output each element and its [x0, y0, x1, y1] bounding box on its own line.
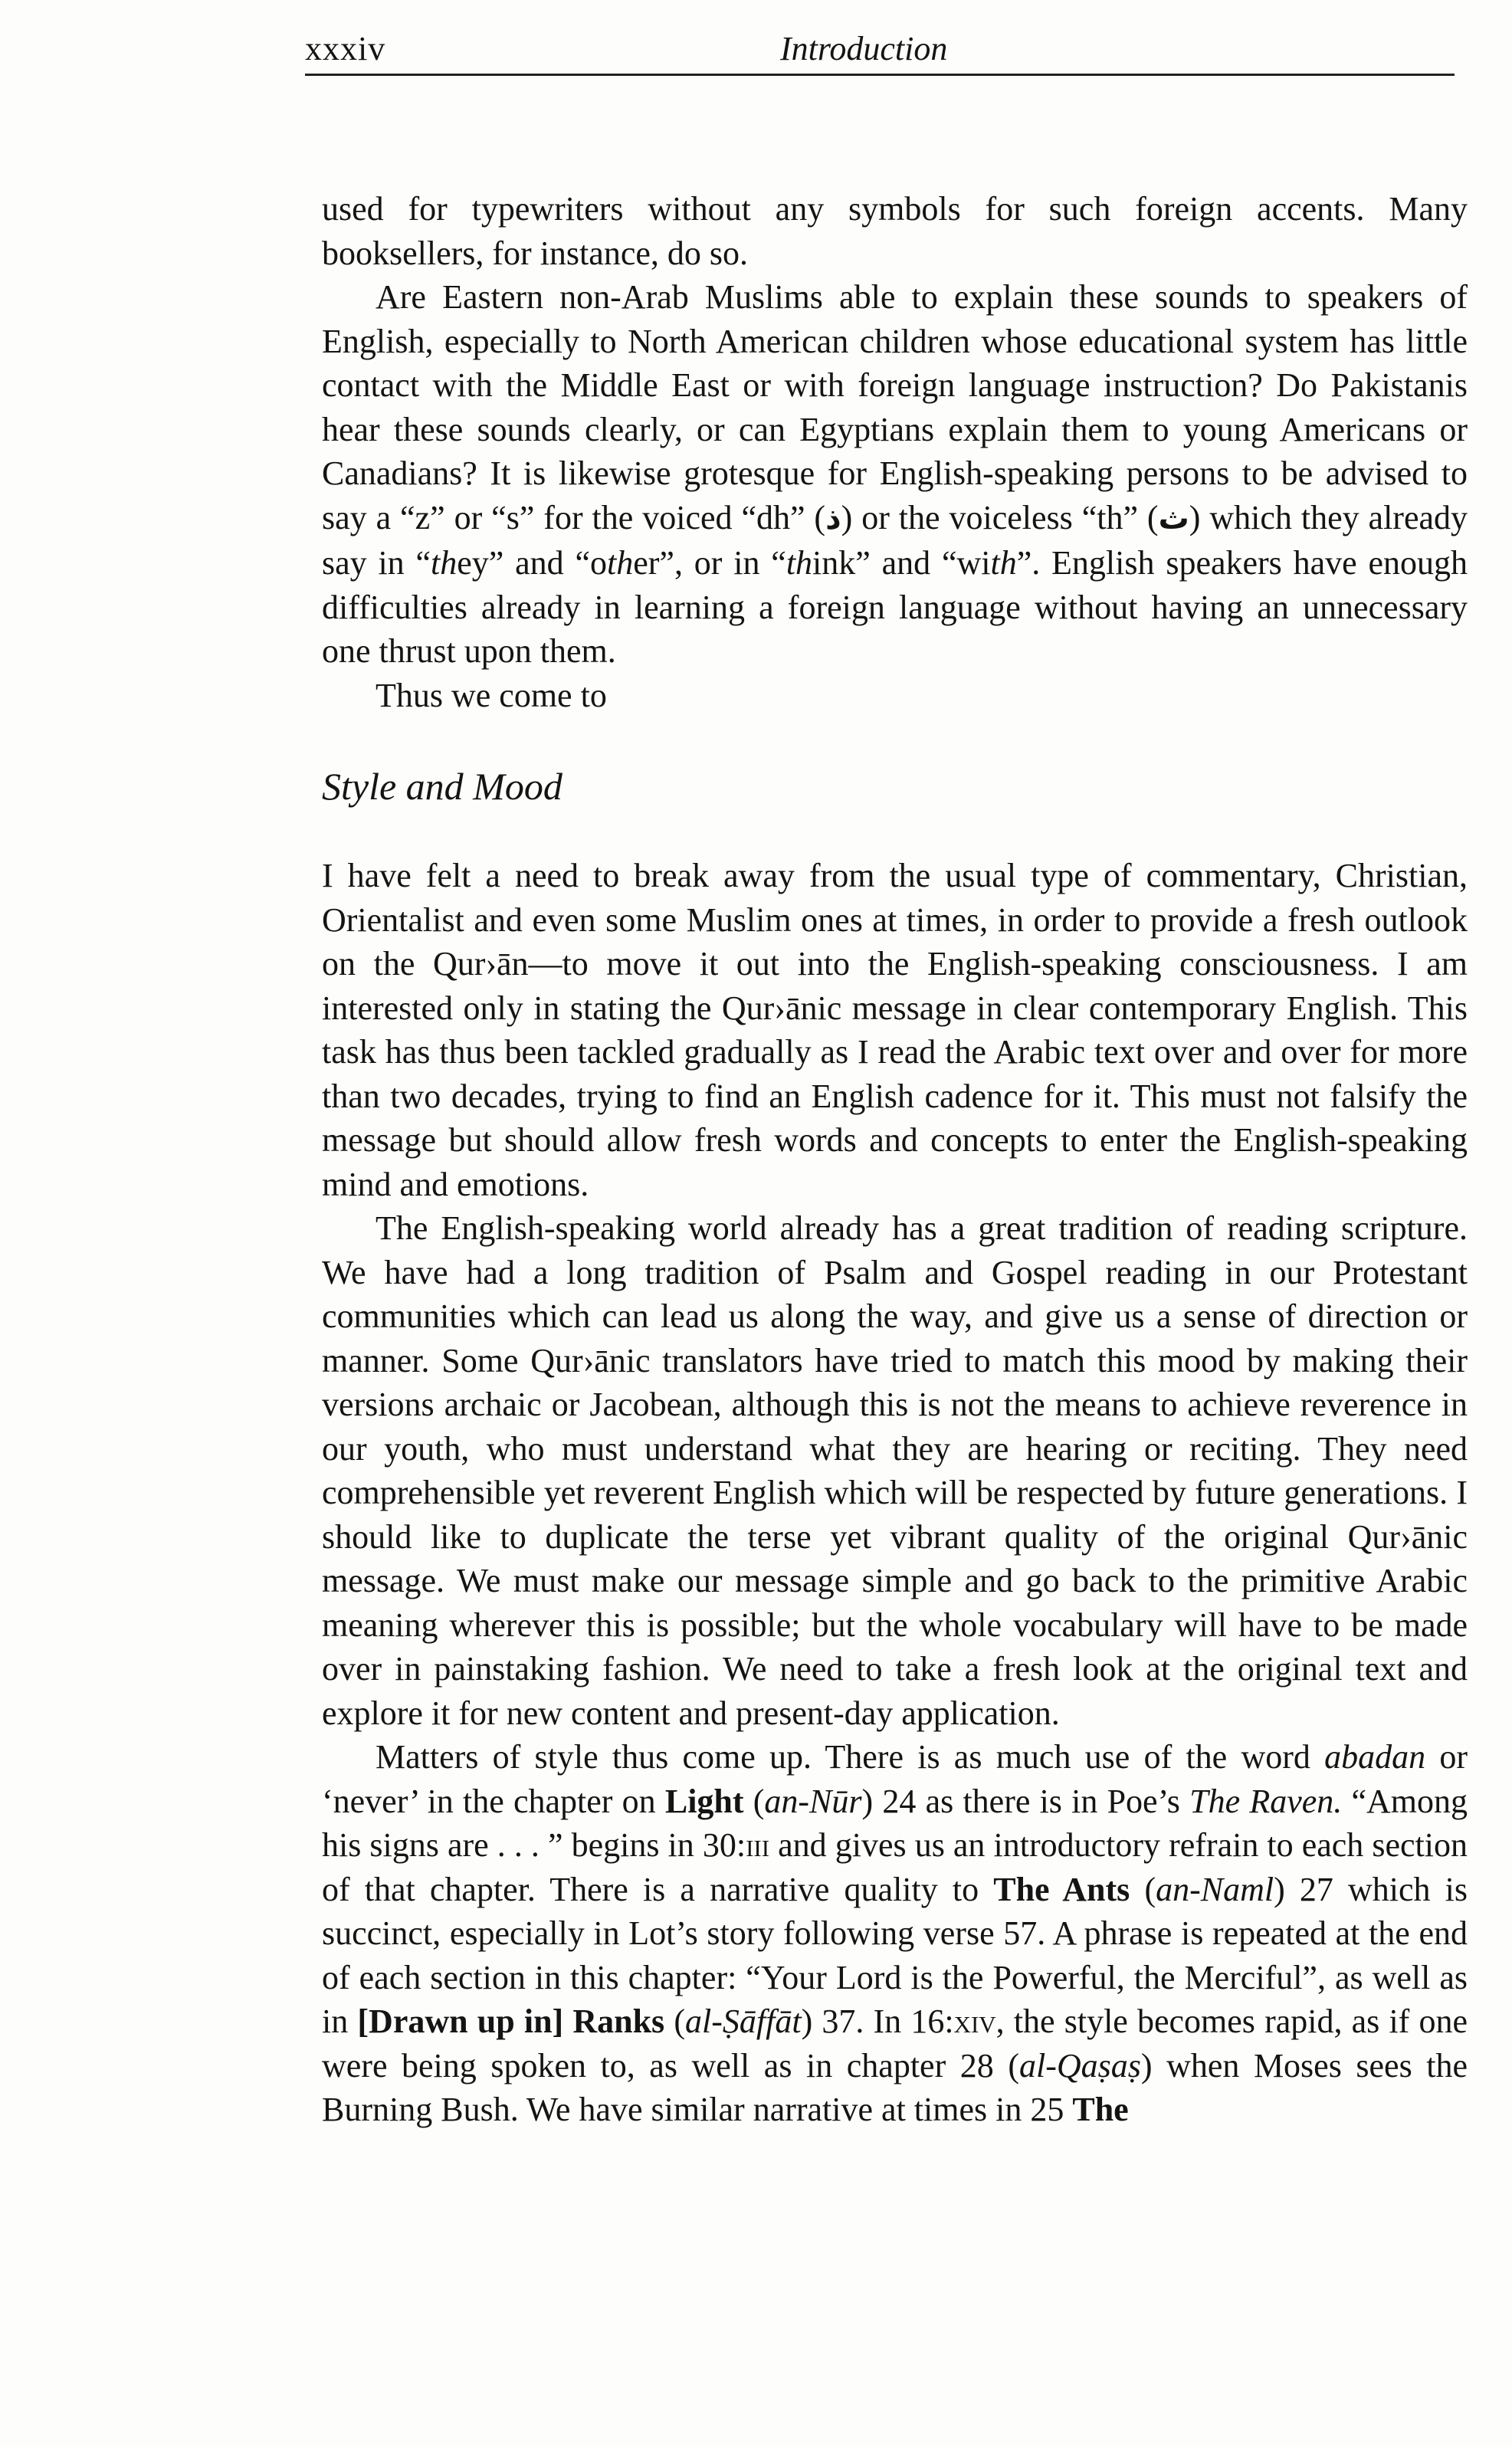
italic-term: an-Naml — [1156, 1870, 1274, 1908]
italic-th: th — [431, 544, 458, 582]
paragraph-scripture: The English-speaking world already has a great tradition of reading scripture. We have had a long tradition of Psalm and Gospel reading in our Protestant communities which can lead us along the way, and give us a sense of direction or manner. Some Qur›ānic translators have tried to match this mood by making their versions archaic or Jacobean, although this is not the means to achieve reverence in our youth, who must understand what they are hearing or reciting. They need comprehensible yet reverent English which will be respected by future generations. I should like to duplicate the terse yet vibrant quality of the original Qur›ānic message. We must make our message simple and go back to the primitive Arabic meaning wherever this is possible; but the whole vocabulary will have to be made over in painstaking fashion. We need to take a fresh look at the original text and explore it for new content and present-day application. — [322, 1209, 1468, 1732]
italic-title: The Raven. — [1189, 1782, 1343, 1820]
text-run: Are Eastern non-Arab Muslims able to explain these sounds to speakers of English, especially to North American children whose educational system has little contact with the Middle East or with foreign language instruction? Do Pakistanis hear these sounds clearly, or can Egyptians explain them to young Americans or Canadians? It is likewise grotesque for English-speaking persons to be advised to say a “z” or “s” for the voiced “dh” ( — [322, 278, 1468, 536]
italic-term: an-Nūr — [764, 1782, 862, 1820]
page-number: xxxiv — [305, 30, 386, 67]
text-run: ( — [1130, 1870, 1156, 1908]
paragraph-commentary: I have felt a need to break away from the usual type of commentary, Christian, Orientalist and even some Muslim ones at times, in order to provide a fresh outlook on the Qur›ān—to move it out into the English-speaking consciousness. I am interested only in stating the Qur›ānic message in clear contemporary English. This task has thus been tackled gradually as I read the Arabic text over and over for more than two decades, trying to find an English cadence for it. This must not falsify the message but should allow fresh words and concepts to enter the English-speaking mind and emotions. — [322, 857, 1468, 1203]
text-run: ) or the voiceless “th” ( — [841, 498, 1159, 536]
text-run: ) which they already say in “ — [322, 498, 1468, 582]
header-rule — [305, 74, 1455, 76]
italic-th: th — [607, 544, 634, 582]
italic-term: al-Ṣāffāt — [685, 2003, 802, 2040]
bold-chapter-name: The — [1072, 2091, 1129, 2128]
running-title: Introduction — [780, 30, 948, 67]
italic-th: th — [990, 544, 1017, 582]
text-run: ) 27 which is succinct, especially in Lot’s story following verse 57. A phrase is repeated at the end of each section in this chapter: “Your Lord is the Powerful, the Merciful”, as well as in — [322, 1870, 1468, 2040]
small-roman-numeral: xiv — [953, 2003, 996, 2040]
bold-chapter-name: [Drawn up in] Ranks — [357, 2003, 665, 2040]
paragraph-sounds — [322, 275, 1468, 674]
italic-term: abadan — [1324, 1738, 1426, 1776]
paragraph-continued: used for typewriters without any symbols for such foreign accents. Many booksellers, for instance, do so. — [322, 190, 1468, 272]
arabic-letter-tha: ث — [1158, 500, 1189, 536]
text-run: ) 24 as there is in Poe’s — [861, 1782, 1190, 1820]
text-run: Matters of style thus come up. There is as much use of the word — [376, 1738, 1325, 1776]
text-run: ) when Moses sees the Burning Bush. We have similar narrative at times in 25 — [322, 2046, 1468, 2128]
text-run: ( — [743, 1782, 765, 1820]
small-roman-numeral: iii — [746, 1826, 770, 1864]
italic-term: al-Qaṣaṣ — [1018, 2046, 1141, 2085]
text-run: “Among his signs are . . . ” begins in 30: — [322, 1782, 1468, 1864]
italic-th: th — [786, 544, 813, 582]
arabic-letter-dhal: ذ — [825, 500, 841, 536]
paragraph-lead-in: Thus we come to — [376, 676, 607, 714]
text-run: ink” and “wi — [812, 544, 991, 582]
text-run: ”. English speakers have enough difficulties already in learning a foreign language without having an unnecessary one thrust upon them. — [322, 544, 1468, 670]
page-body — [322, 187, 1468, 2132]
paragraph-style — [322, 1735, 1468, 2132]
text-run: er”, or in “ — [633, 544, 786, 582]
text-run: ) 37. In 16: — [801, 2003, 954, 2040]
text-run: , the style becomes rapid, as if one were being spoken to, as well as in chapter 28 ( — [322, 2003, 1468, 2085]
section-heading: Style and Mood — [322, 765, 562, 808]
text-run: or ‘never’ in the chapter on — [322, 1738, 1468, 1820]
text-run: ey” and “o — [457, 544, 608, 582]
running-head — [305, 29, 1455, 75]
text-run: and gives us an introductory refrain to each section of that chapter. There is a narrative quality to — [322, 1826, 1468, 1908]
text-run: ( — [664, 2003, 685, 2040]
bold-chapter-name: Light — [664, 1782, 744, 1820]
bold-chapter-name: The Ants — [993, 1870, 1130, 1908]
